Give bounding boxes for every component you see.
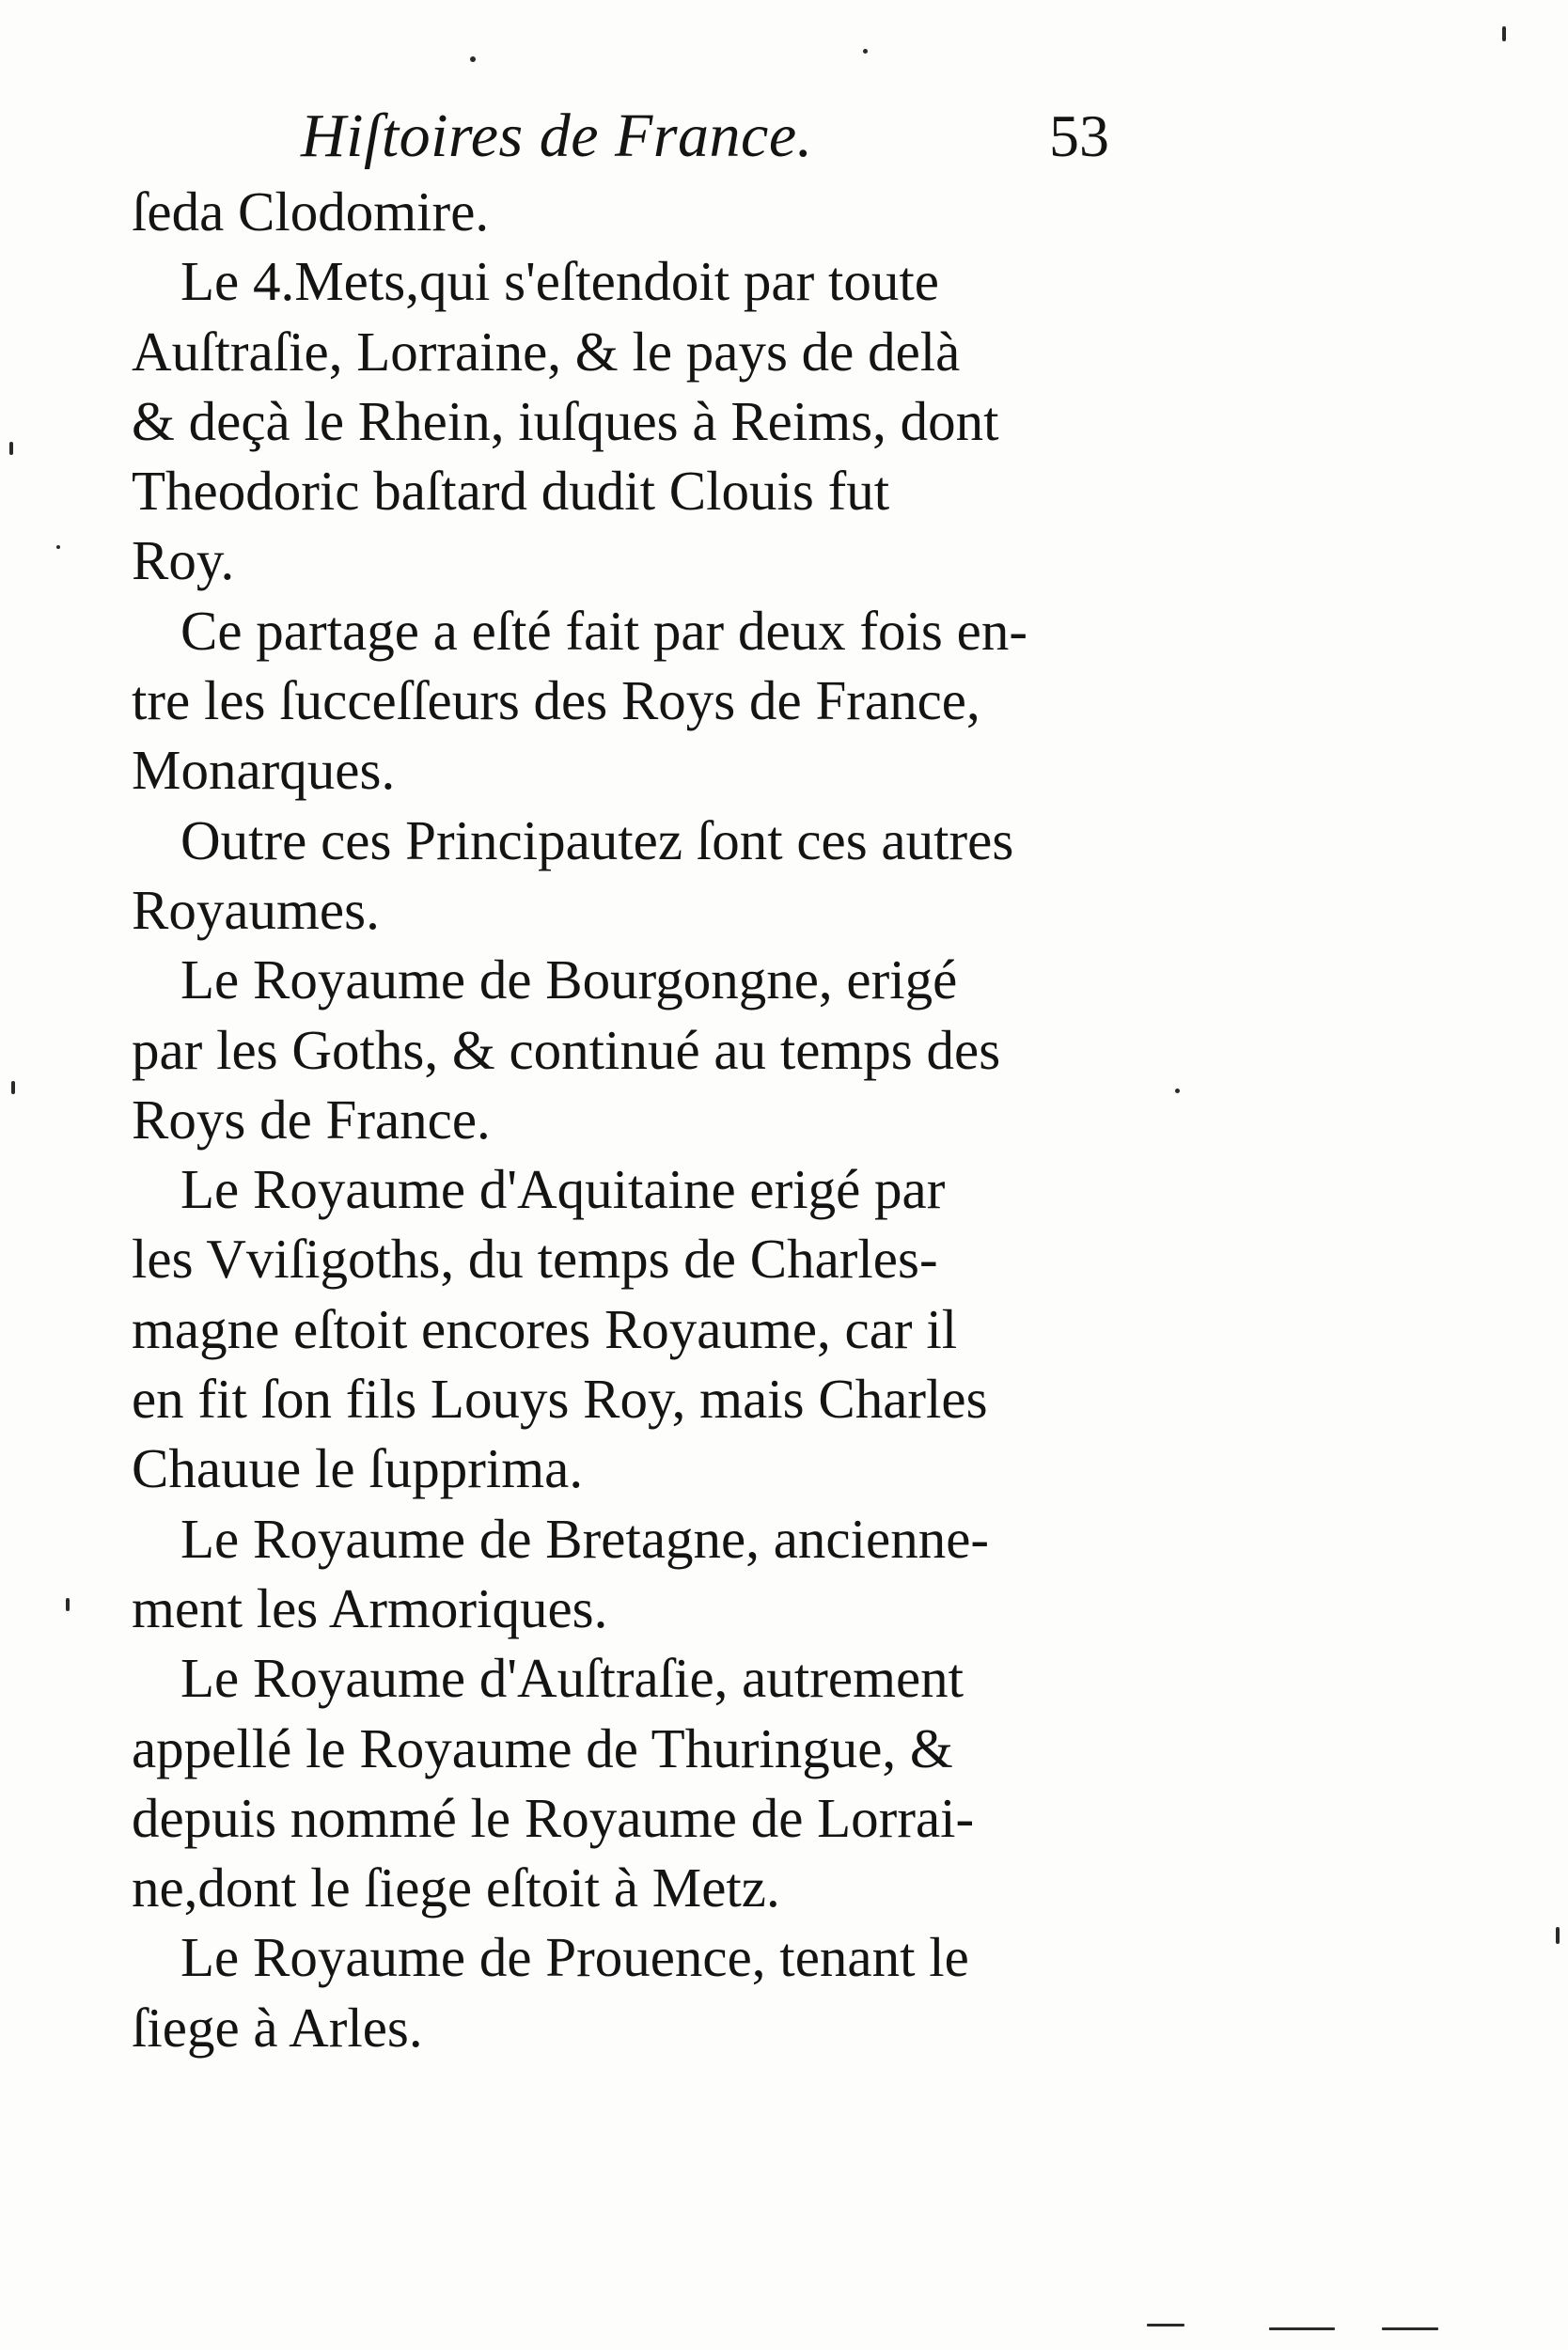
text-line: Ce partage a eſté fait par deux fois en- [180, 599, 1027, 662]
paragraph-9 [113, 1922, 1128, 2062]
scan-speck [56, 545, 60, 549]
text-line: Theodoric baſtard dudit Clouis fut [132, 460, 890, 523]
text-line: tre les ſucceſſeurs des Roys de France, [132, 669, 980, 732]
text-line: en fit ſon fils Louys Roy, mais Charles [132, 1368, 988, 1431]
body-text [113, 177, 1128, 2062]
text-line: Auſtraſie, Lorraine, & le pays de delà [132, 320, 961, 383]
running-title: Hiſtoires de France. [301, 102, 813, 170]
text-line: Le Royaume d'Aquitaine erigé par [180, 1158, 946, 1221]
paragraph-4 [113, 806, 1128, 946]
text-line: depuis nommé le Royaume de Lorrai- [132, 1786, 975, 1849]
scan-speck [66, 1598, 70, 1611]
paragraph-2 [113, 246, 1128, 595]
text-line: Le Royaume de Bretagne, ancienne- [180, 1507, 990, 1570]
running-head [301, 99, 1109, 174]
text-line: Royaumes. [132, 878, 380, 941]
page-number: 53 [1049, 102, 1109, 169]
text-line: par les Goths, & continué au temps des [132, 1018, 1001, 1081]
text-line: magne eſtoit encores Royaume, car il [132, 1297, 958, 1360]
paragraph-1 [113, 177, 1128, 246]
scan-speck [1175, 1089, 1180, 1093]
text-line: Le 4.Mets,qui s'eſtendoit par toute [180, 250, 939, 313]
text-line: ſiege à Arles. [132, 1996, 423, 2059]
scan-speck [1556, 1927, 1560, 1944]
scan-speck [470, 56, 476, 62]
scan-speck [863, 49, 868, 54]
text-line: ment les Armoriques. [132, 1576, 608, 1639]
text-line: Le Royaume de Bourgongne, erigé [180, 948, 958, 1011]
text-line: Monarques. [132, 739, 396, 802]
text-line: Chauue le ſupprima. [132, 1437, 584, 1500]
paragraph-6 [113, 1154, 1128, 1503]
paragraph-8 [113, 1643, 1128, 1922]
text-line: ne,dont le ſiege eſtoit à Metz. [132, 1856, 780, 1919]
text-line: Roy. [132, 529, 235, 592]
paragraph-3 [113, 596, 1128, 806]
scan-speck [1269, 2327, 1335, 2330]
text-line: Outre ces Principautez ſont ces autres [180, 808, 1014, 871]
text-line: Le Royaume d'Auſtraſie, autrement [180, 1647, 964, 1710]
text-line: ſeda Clodomire. [132, 180, 490, 243]
scan-speck [1147, 2324, 1184, 2326]
scan-speck [9, 442, 13, 455]
scan-speck [11, 1081, 15, 1094]
scan-speck [1382, 2327, 1438, 2330]
text-line: appellé le Royaume de Thuringue, & [132, 1716, 953, 1779]
paragraph-5 [113, 945, 1128, 1154]
text-line: les Vviſigoths, du temps de Charles- [132, 1228, 938, 1291]
text-line: & deçà le Rhein, iuſques à Reims, dont [132, 389, 999, 452]
scan-speck [1502, 26, 1506, 41]
paragraph-7 [113, 1504, 1128, 1644]
text-line: Roys de France. [132, 1088, 491, 1151]
text-line: Le Royaume de Prouence, tenant le [180, 1926, 969, 1989]
